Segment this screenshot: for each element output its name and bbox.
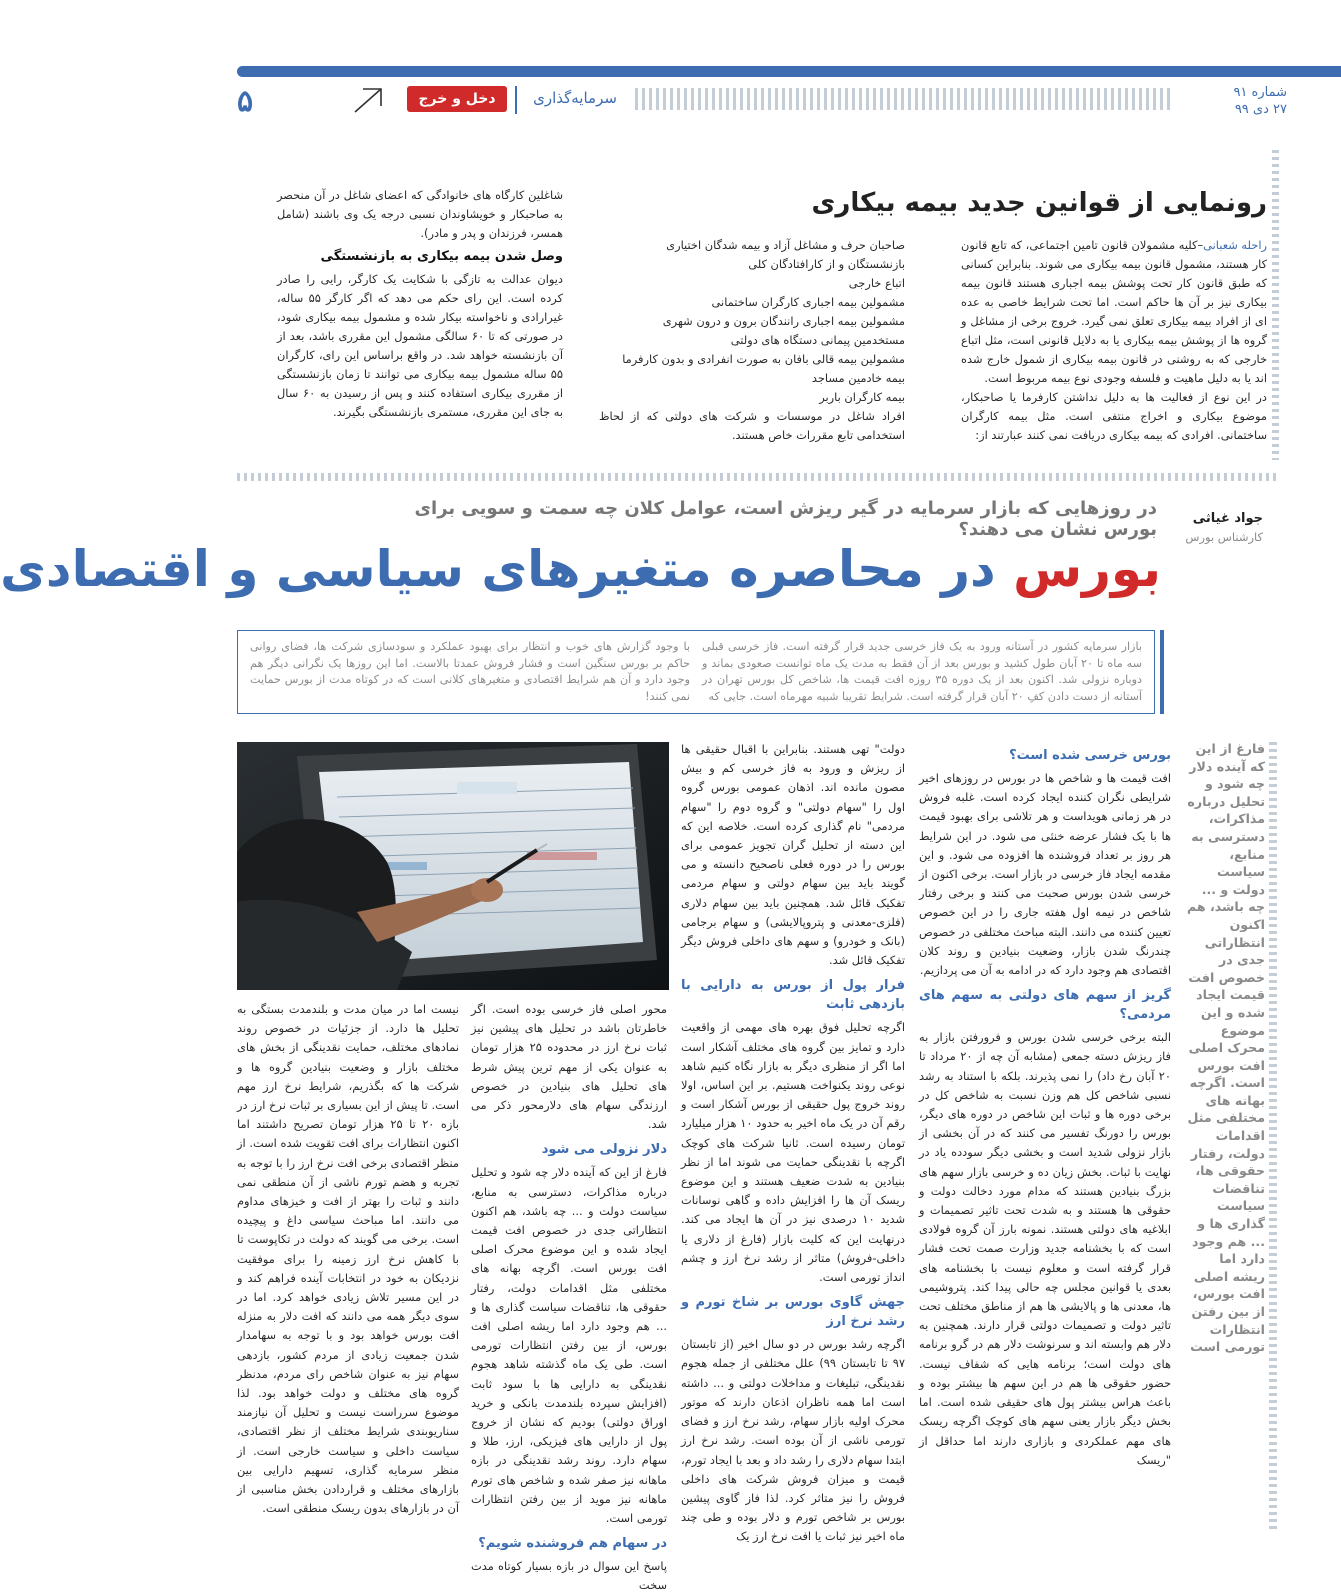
body-text: محور اصلی فاز خرسی بوده است. اگر خاطرتان باشد در تحلیل های پیشین نیز ثبات نرخ ارز در محدوده ۲۵ هزار تومان به عنوان یکی از مهم ترین پیش شرط های تحلیل های بنیادین در خصوص ارزندگی سهام های دلارمحور ذکر می شد. — [471, 1002, 667, 1132]
body-column-1 — [919, 740, 1171, 1470]
brand-logo: دخل و خرج — [407, 86, 507, 112]
body-text: افت قیمت ها و شاخص ها در بورس در روزهای اخیر شرایطی نگران کننده ایجاد کرده است. غلبه فروش در هر زمانی هویداست و هر تلاشی برای بهبود قیمت ها با یک فشار عرضه خنثی می شود. در این شرایط هر روز بر تعداد فروشنده ها افزوده می شود. و این مقدمه ایجاد فاز خرسی در بازار است. برخی اکنون از خرسی شدن بورس صحبت می کنند و برخی رفتار شاخص در نیمه اول هفته جاری را در این خصوص تعیین کننده می دانند. البته مباحث مختلفی در خصوص چندرنگ شدن بازار، وضعیت بنیادین و روند کلان اقتصادی هم وجود دارد که در ادامه به آن می پردازیم. — [919, 771, 1171, 978]
article1-side-bar — [1272, 150, 1279, 460]
body-column-4 — [237, 1000, 459, 1518]
header-divider — [515, 86, 517, 114]
body-text: البته برخی خرسی شدن بورس و فرورفتن بازار به فاز ریزش دسته جمعی (مشابه آن چه از ۲۰ مرداد تا ۲۰ آبان رخ داد) را نمی پذیرند. بلکه با استناد به رشد نسبی شاخص کل هم وزن نسبت به شاخص کل در برخی دوره ها و ثبات این شاخص در دوره های دیگر، بورس را دورنگ تفسیر می کنند که در آن بخشی از بازار نزولی شدید است و بخشی دیگر سودده یاد در نهایت با ثبات. بخش زیان ده و خرسی بازار سهم های بزرگ بنیادین هستند که مدام مورد دخالت دولت و حقوقی ها هستند و به شدت تحت تاثیر تصمیمات و ابلاغیه های دولتی هستند. نمونه بارز آن گروه فولادی است که با بخشنامه جدید وزارت صمت تحت فشار قرار گرفته است و معلوم نیست با بخشنامه های بعدی یا قوانین مجلس چه حالی پیدا کند. پتروشیمی ها، معدنی ها و پالایشی ها هم از مناطق مختلف تحت تاثیر دولت و تصمیمات دولتی قرار دارند. همچنین به دلار هم وابسته اند و سرنوشت دلار هم در گرو برنامه های دولت است؛ برنامه هایی که شفاف نیست. حضور حقوقی ها هم در این سهم ها بیشتر بوده و باعث هراس بیشتر پول های حقیقی شده است. اما بخش دیگر بازار یعنی سهم های کوچک اگرچه ریسک های مهم عملکردی و بازاری دارند اما حداقل از "ریسک — [919, 1030, 1171, 1467]
article1-title: رونمایی از قوانین جدید بیمه بیکاری — [811, 188, 1267, 218]
body-text: پاسخ این سوال در بازه بسیار کوتاه مدت سخت — [471, 1559, 667, 1593]
feature-subtitle: در روزهایی که بازار سرمایه در گیر ریزش است، عوامل کلان چه سمت و سویی برای بورس نشان می دهند؟ — [414, 498, 1157, 540]
issue-date: ۲۷ دی ۹۹ — [1234, 102, 1287, 117]
section-name: سرمایه‌گذاری — [533, 89, 617, 107]
feature-title-red: بورس — [1013, 540, 1161, 598]
article1-col-left-text2: دیوان عدالت به تازگی با شکایت یک کارگر، رایی را صادر کرده است. این رای حکم می دهد که اگر کارگر ۵۵ ساله، غیرارادی و ناخواسته بیکار شده و مشمول بیمه بیکاری شود، در صورتی که تا ۶۰ سالگی مشمول این مقرری باشد، بعد از آن بازنشسته خواهد شد. در واقع براساس این رای، کارگران ۵۵ ساله مشمول بیمه بیکاری می توانند تا زمان بازنشستگی از مقرری بیکاری استفاده کنند و پس از رسیدن به ۶۰ سال به جای این مقرری، مستمری بازنشستگی بگیرند. — [277, 272, 564, 419]
article1-subheading: وصل شدن بیمه بیکاری به بازنشستگی — [320, 249, 563, 264]
subheading: بورس خرسی شده است؟ — [1009, 748, 1171, 763]
body-text: فارغ از این که آینده دلار چه شود و تحلیل درباره مذاکرات، دسترسی به منابع، سیاست دولت و ... چه باشد، هم اکنون انتظاراتی جدی در خصوص افت قیمت ایجاد شده و این موضوع محرک اصلی افت بورس است. اگرچه بهانه های مختلفی مثل اقدامات دولت، رفتار حقوقی ها، تناقضات سیاست گذاری ها و ... هم وجود دارد اما ریشه اصلی افت بورس، از بین رفتن انتظارات تورمی است. طی یک ماه گذشته شاهد هجوم نقدینگی به دارایی ها با سود ثابت (افزایش سپرده بلندمدت بانکی و خرید اوراق دولتی) بودیم که نشان از خروج پول از دارایی های فیزیکی، ارز، طلا و سهام دارد. روند رشد نقدینگی در بازه ماهانه نیز صفر شده و شاخص های تورم ماهانه نیز موید از بین رفتن انتظارات تورمی است. — [471, 1165, 667, 1526]
body-text: اگرچه تحلیل فوق بهره های مهمی از واقعیت دارد و تمایز بین گروه های مختلف آشکار است اما اگر از منظری دیگر به بازار نگاه کنیم شاهد نوعی روند یکنواخت هستیم. بر این اساس، اولا روند خروج پول حقیقی از بورس آشکار است و رقم آن در یک ماه اخیر به حدود ۱۰ هزار میلیارد تومان رسیده است. ثانیا شرکت های کوچک اگرچه با نقدینگی حمایت می شوند اما از نظر بنیادین به شدت ضعیف هستند و این موضوع ریسک آن ها را افزایش داده و گاهی نوسانات شدید ۱۰ درصدی نیز در آن ها ایجاد می کند. درنهایت این که کلیت بازار (فارغ از دلاری یا داخلی-فروش) متاثر از رشد نرخ ارز و چشم انداز تورمی است. — [681, 1020, 905, 1285]
article1-col-right-text: –کلیه مشمولان قانون تامین اجتماعی، که تابع قانون کار هستند، مشمول قانون بیمه بیکاری می شوند. بنابراین کسانی که طبق قانون کار تحت پوشش بیمه اجباری هستند قانون بیمه بیکاری نیز بر آن ها حاکم است. اما تحت شرایط خاصی به عده ای از افراد بیمه بیکاری تعلق نمی گیرد. خروج برخی از مشاغل و گروه ها از پوشش بیمه بیکاری یا به دلایل قانونی است، مثل اتباع خارجی که به روشنی در قانون بیمه بیکاری از شمول خارج شده اند یا به دلیل ماهیت و فلسفه وجودی نوع بیمه مربوط است. — [961, 238, 1267, 385]
intro-right: بازار سرمایه کشور در آستانه ورود به یک فاز خرسی جدید قرار گرفته است. فاز خرسی قبلی سه ماه تا ۲۰ آبان طول کشید و بورس بعد از آن فقط به مدت یک ماه توانست صعودی بماند و دوباره نزولی شد. اکنون بعد از یک دوره ۳۵ روزه افت قیمت ها، شاخص کل بورس تهران در آستانه از دست دادن کفِ ۲۰ آبان قرار گرفته است. شرایط تقریبا شبیه مهرماه است. جایی که — [702, 640, 1143, 703]
article1-column-right — [961, 236, 1267, 445]
article1-column-middle — [599, 236, 905, 445]
list-item: بیمه خادمین مساجد — [811, 371, 905, 385]
header-rule — [237, 66, 1341, 77]
section-divider — [237, 473, 1277, 481]
subheading: دلار نزولی می شود — [541, 1142, 667, 1158]
list-item: صاحبان حرف و مشاغل آزاد و بیمه شدگان اختیاری — [666, 238, 905, 252]
body-column-2 — [681, 740, 905, 1547]
subheading: در سهام هم فروشنده شویم؟ — [478, 1536, 667, 1552]
arrow-icon — [351, 86, 385, 114]
pull-quote: فارغ از این که آینده دلار چه شود و تحلیل درباره مذاکرات، دسترسی به منابع، سیاست دولت و ... چه باشد، هم اکنون انتظاراتی جدی در خصوص افت قیمت ایجاد شده و این موضوع محرک اصلی افت بورس است. اگرچه بهانه های مختلفی مثل اقدامات دولت، رفتار حقوقی ها، تناقضات سیاست گذاری ها و ... هم وجود دارد اما ریشه اصلی افت بورس، از بین رفتن انتظارات تورمی است — [1187, 741, 1265, 1355]
article1-col-right-text2: در این نوع از فعالیت ها به دلیل نداشتن کارفرما یا صاحبکار، موضوع بیکاری و اخراج منتفی است. مثل بیمه کارگران ساختمانی. افرادی که بیمه بیکاری دریافت نمی کنند عبارتند از: — [961, 390, 1267, 442]
article1-column-left — [277, 186, 563, 422]
feature-title-blue: در محاصره متغیرهای سیاسی و اقتصادی — [0, 540, 996, 598]
list-item: مستخدمین پیمانی دستگاه های دولتی — [730, 333, 905, 347]
list-item: بیمه کارگران باربر — [819, 390, 905, 404]
photo-illustration — [237, 742, 669, 990]
article1-author: راحله شعبانی — [1203, 238, 1267, 252]
intro-accent-strip — [1160, 630, 1164, 714]
subheading: فرار پول از بورس به دارایی با بازدهی ثابت — [681, 978, 905, 1013]
feature-author-role: کارشناس بورس — [1185, 530, 1263, 544]
list-item: مشمولین بیمه قالی بافان به صورت انفرادی و بدون کارفرما — [622, 352, 905, 366]
subheading: جهش گاوی بورس بر شاخ تورم و رشد نرخ ارز — [681, 1295, 905, 1330]
page-number: ۵ — [237, 84, 254, 119]
issue-number: شماره ۹۱ — [1233, 85, 1287, 100]
feature-author-name: جواد غیاثی — [1192, 511, 1263, 526]
body-column-3 — [471, 1000, 667, 1596]
feature-title — [0, 540, 1161, 598]
header-dash-pattern — [635, 88, 1171, 110]
subheading: گریز از سهم های دولتی به سهم های مردمی؟ — [919, 988, 1171, 1023]
body-text: دولت" تهی هستند. بنابراین با اقبال حقیقی ها از ریزش و ورود به فاز خرسی کم و بیش مصون مانده اند. اذهان عمومی بورس گروه اول را "سهام دولتی" و گروه دوم را "سهام مردمی" نام گذاری کرده است. خلاصه این که این دسته از تحلیل گران تجویز عمومی برای بورس را در دوره فعلی ناصحیح دانسته و می گویند باید بین سهام دولتی و سهام مردمی تفکیک قائل شد. همچنین باید بین سهام دلاری (فلزی-معدنی و پتروپالایشی) و سهام برجامی (بانک و خودرو) و سهم های داخلی فروش دیگر تفکیک قائل شد. — [681, 742, 905, 968]
intro-box — [237, 630, 1155, 714]
list-tail: افراد شاغل در موسسات و شرکت های دولتی که از لحاظ استخدامی تابع مقررات خاص هستند. — [599, 409, 905, 442]
stock-trader-photo — [237, 742, 669, 990]
list-item: مشمولین بیمه اجباری کارگران ساختمانی — [711, 295, 905, 309]
feature-author — [1173, 510, 1263, 546]
issue-info — [1187, 84, 1287, 118]
list-item: مشمولین بیمه اجباری رانندگان برون و درون شهری — [662, 314, 905, 328]
intro-left: با وجود گزارش های خوب و انتظار برای بهبود عملکرد و سودسازی شرکت ها، فضای روانی حاکم بر بورس سنگین است و فشار فروش عمدتا بالاست. اما این روزها یک نگرانی دیگر هم وجود دارد و آن هم شرایط اقتصادی و متغیرهای کلانی است که در کوتاه مدت از بورس حمایت نمی کنند! — [250, 640, 690, 703]
body-text: اگرچه رشد بورس در دو سال اخیر (از تابستان ۹۷ تا تابستان ۹۹) علل مختلفی از جمله هجوم نقدینگی، تبلیغات و مداخلات دولتی و ... داشته است اما همه ناظران اذعان دارند که موتور محرک اولیه بازار سهام، رشد نرخ ارز و فضای تورمی ناشی از آن بوده است. رشد نرخ ارز ابتدا سهام دلاری را رشد داد و بعد با ایجاد تورم، قیمت و میزان فروش شرکت های داخلی فروش را نیز متاثر کرد. لذا فاز گاوی پیشین بورس بر شاخص تورم و دلار بوده و طی چند ماه اخیر نیز ثبات یا افت نرخ ارز یک — [681, 1337, 905, 1544]
pull-quote-bar — [1269, 742, 1277, 1532]
article1-col-left-text: شاغلین کارگاه های خانوادگی که اعضای شاغل در آن منحصر به صاحبکار و خویشاوندان نسبی درجه یک وی باشند (شامل همسر، فرزندان و پدر و مادر). — [277, 188, 563, 240]
list-item: اتباع خارجی — [848, 276, 905, 290]
body-text: نیست اما در میان مدت و بلندمدت بستگی به تحلیل ها دارد. از جزئیات در خصوص روند نمادهای مختلف، حمایت نقدینگی از بخش های مختلف بازار و وضعیت بنیادین گروه ها و شرکت ها که بگذریم، شرایط نرخ ارز مهم است. تا پیش از این بسیاری بر ثبات نرخ ارز در بازه ۲۰ تا ۲۵ هزار تومان تصریح داشتند اما اکنون انتظارات برای افت تقویت شده است. از منظر اقتصادی برخی افت نرخ ارز را با توجه به تجربه و هضم تورم ناشی از آن منطقی نمی دانند و ثبات را بهتر از افت و خیزهای مداوم می دانند. اما مباحث سیاسی داغ و پیچیده است. برخی می گویند که دولت در تکاپوست تا با کاهش نرخ ارز زمینه را برای موفقیت نزدیکان به خود در انتخابات آینده فراهم کند و در این مسیر تلاش زیادی خواهد کرد. اما در سوی دیگر همه می دانند که افت دلار به منزله افت بورس خواهد بود و با توجه به سهامدار شدن جمعیت زیادی از مردم کشور، بازدهی سهام نیز به عنوان شاخص رای مردم، مدنظر گروه های مختلف و دولت خواهد بود. لذا موضوع سرراست نیست و تحلیل آن نیازمند سناریوبندی شرایط مختلف از نظر اقتصادی، سیاست داخلی و سیاست خارجی است. از منظر سرمایه گذاری، تسهیم دارایی بین بازارهای مختلف و قراردادن بخش مناسبی از آن در بازارهای بدون ریسک منطقی است. — [237, 1002, 459, 1516]
list-item: بازنشستگان و از کارافتادگان کلی — [748, 257, 905, 271]
